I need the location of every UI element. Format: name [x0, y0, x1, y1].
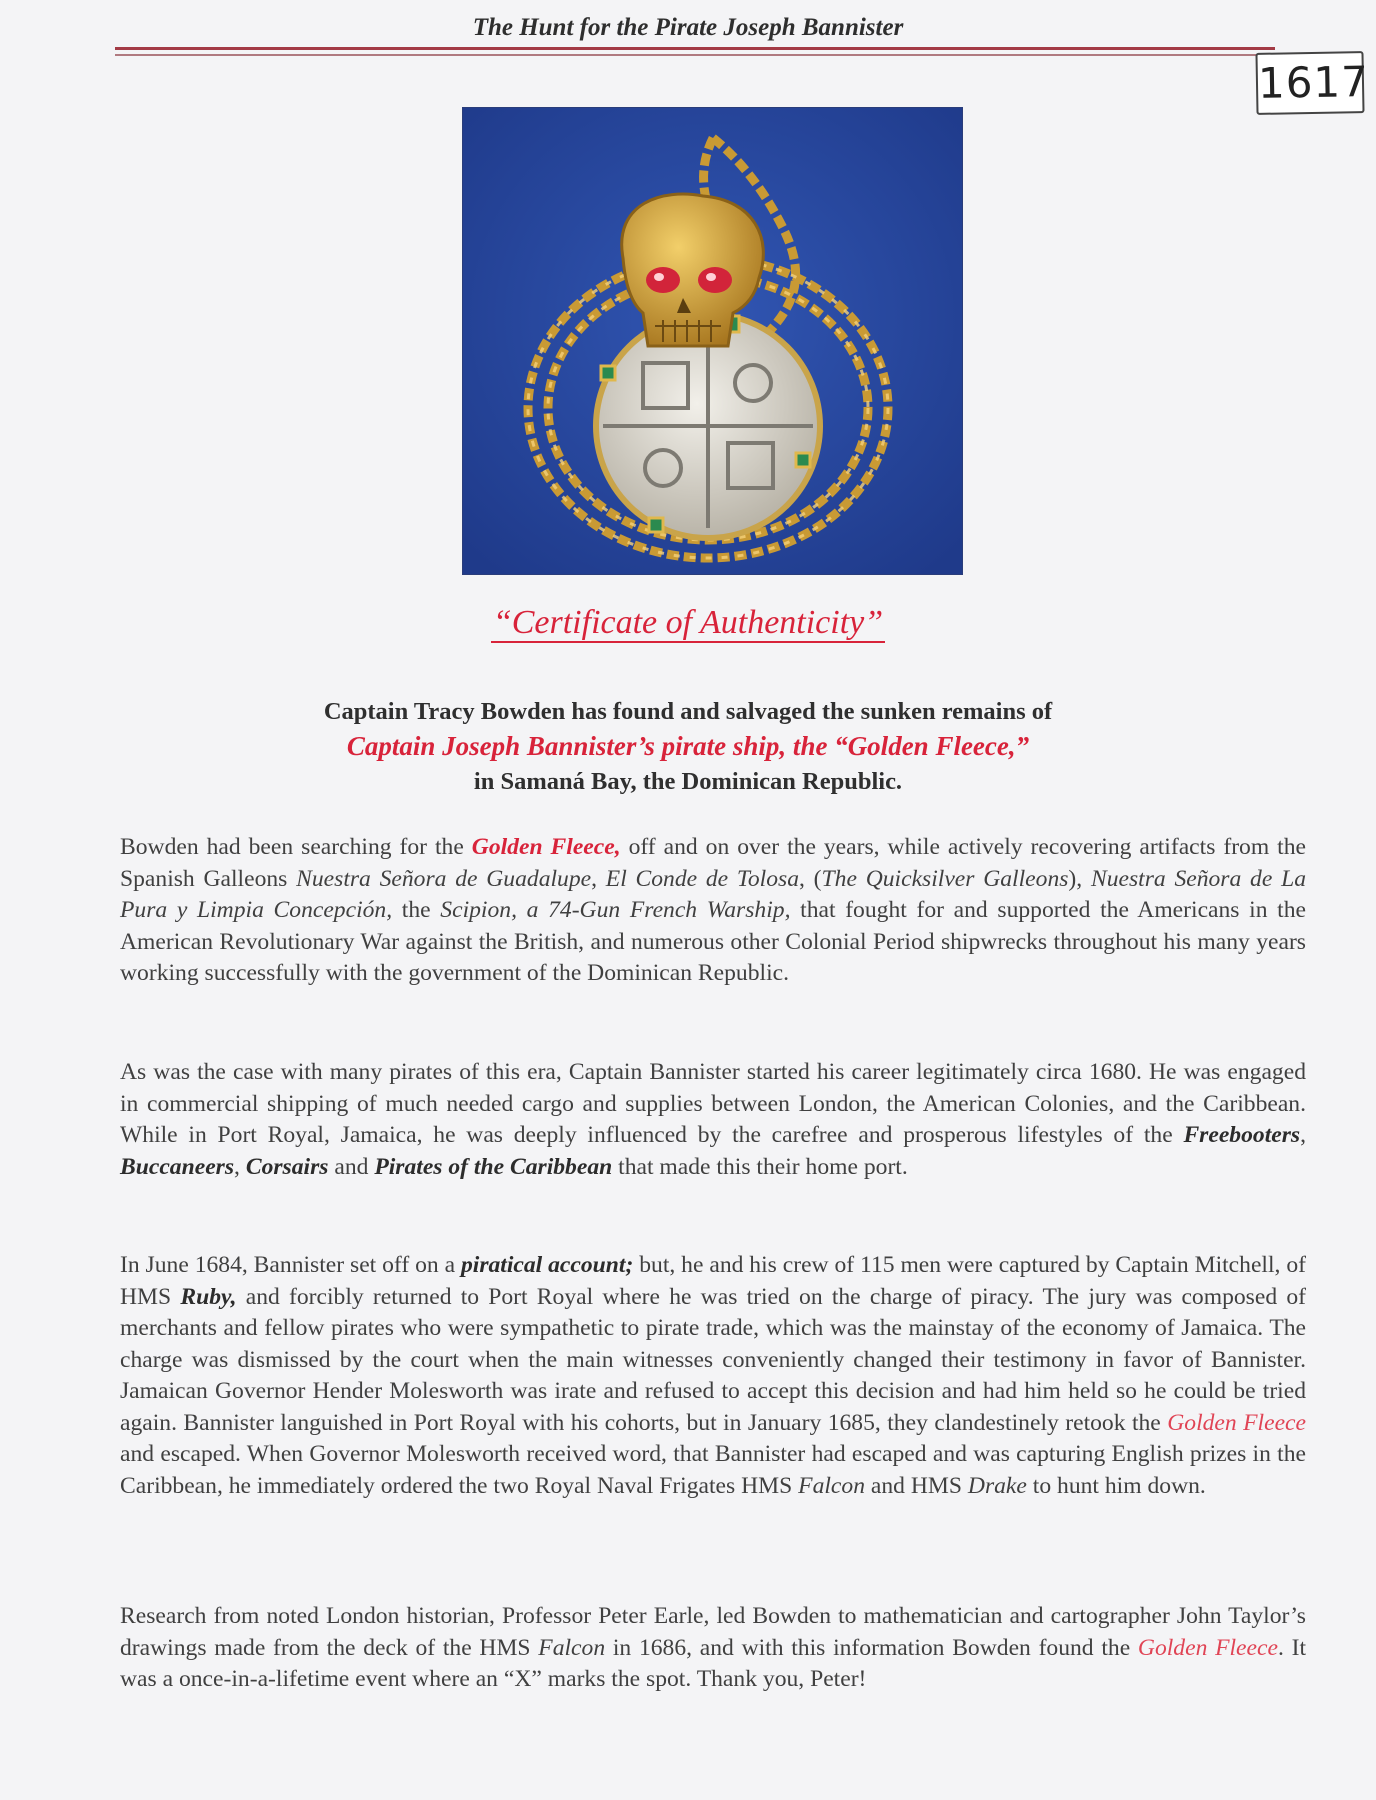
certificate-title: “Certificate of Authenticity” — [492, 604, 884, 641]
header-rule-thin — [115, 54, 1275, 56]
pendant-photo — [463, 108, 962, 574]
paragraph-2: As was the case with many pirates of this era, Captain Bannister started his career legitimately circa 1680. He was engaged in commercial shipping of much needed cargo and supplies between London, the American Colonies, and the Caribbean. While in Port Royal, Jamaica, he was deeply influenced by the carefree and prosperous lifestyles of the Freebooters, Buccaneers, Corsairs and Pirates of the Caribbean that made this their home port. — [120, 1059, 1306, 1180]
paragraph-3: In June 1684, Bannister set off on a piratical account; but, he and his crew of 115 men were captured by Captain Mitchell, of HMS Ruby, and forcibly returned to Port Royal where he was tried on the charge of piracy. The jury was composed of merchants and fellow pirates who were sympathetic to pirate trade, which was the mainstay of the economy of Jamaica. The charge was dismissed by the court when the main witnesses conveniently changed their testimony in favor of Bannister. Jamaican Governor Hender Molesworth was irate and refused to accept this decision and had him held so he could be tried again. Bannister languished in Port Royal with his cohorts, but in January 1685, they clandestinely retook the Golden Fleece and escaped. When Governor Molesworth received word, that Bannister had escaped and was capturing English prizes in the Caribbean, he immediately ordered the two Royal Naval Frigates HMS Falcon and HMS Drake to hunt him down. — [120, 1252, 1306, 1499]
paragraph-4: Research from noted London historian, Professor Peter Earle, led Bowden to mathematician and cartographer John Taylor’s drawings made from the deck of the HMS Falcon in 1686, and with this information Bowden found the Golden Fleece. It was a once-in-a-lifetime event where an “X” marks the spot. Thank you, Peter! — [120, 1603, 1306, 1692]
paragraph-1: Bowden had been searching for the Golden Fleece, off and on over the years, while actively recovering artifacts from the Spanish Galleons Nuestra Señora de Guadalupe, El Conde de Tolosa, (The Quicksilver Galleons), Nuestra Señora de La Pura y Limpia Concepción, the Scipion, a 74-Gun French Warship, that fought for and supported the Americans in the American Revolutionary War against the British, and numerous other Colonial Period shipwrecks throughout his many years working successfully with the government of the Dominican Republic. — [120, 834, 1307, 986]
intro-line-3: in Samaná Bay, the Dominican Republic. — [473, 768, 903, 795]
skull-pendant-image — [463, 108, 962, 574]
intro-line-2: Captain Joseph Bannister’s pirate ship, the “Golden Fleece,” — [346, 731, 1030, 761]
intro-heading — [0, 694, 1376, 799]
running-header: The Hunt for the Pirate Joseph Bannister — [472, 14, 904, 41]
handwritten-page-number: 1617 — [1255, 51, 1364, 115]
header-rule — [115, 47, 1275, 50]
intro-line-1: Captain Tracy Bowden has found and salvaged the sunken remains of — [323, 698, 1053, 725]
